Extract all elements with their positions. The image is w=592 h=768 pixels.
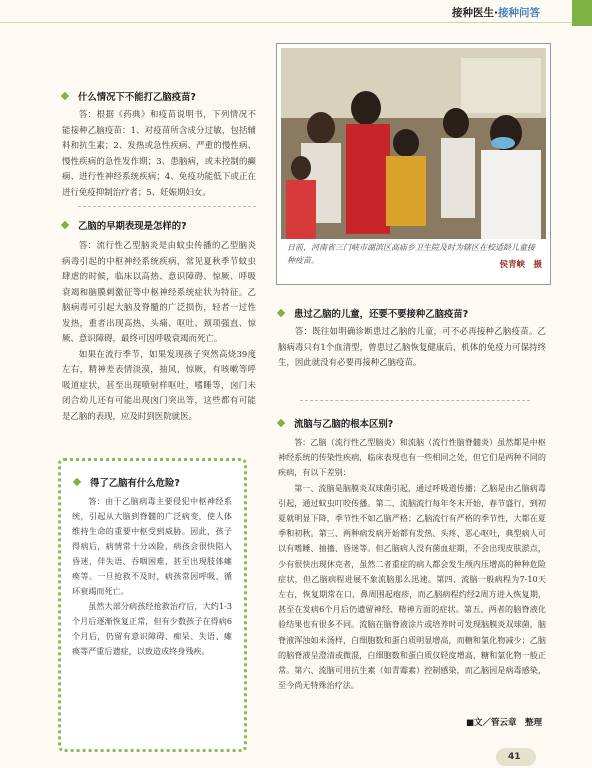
answer-paragraph: 答：根据《药典》和疫苗说明书，下列情况不能接种乙脑疫苗：1、对疫苗所含成分过敏，包括辅料和抗生素；2、发热或急性疾病、严重的慢性病、慢性疾病的急性发作期；3、患脑病，或未控制的癫痫、进行性神经系统疾病；4、免疫功能低下或正在进行免疫抑制治疗者；5、妊娠期妇女。	[62, 109, 256, 197]
diamond-bullet-icon	[61, 92, 69, 100]
answer-paragraph: 答：乙脑（流行性乙型脑炎）和流脑（流行性脑脊髓炎）虽然都是中枢神经系统的传染性疾病，临床表现也有一些相同之处，但它们是两种不同的疾病，有以下差别：	[278, 437, 546, 478]
divider	[300, 400, 530, 401]
question-title: 乙脑的早期表现是怎样的?	[62, 218, 187, 232]
diamond-bullet-icon	[73, 478, 81, 486]
answer-paragraph: 虽然大部分病孩经抢救治疗后，大约1-3个月后逐渐恢复正常，但有少数孩子在得病6个月后，仍留有意识障碍、痴呆、失语、瘫痪等严重后遗症，以致造成终身残疾。	[72, 601, 232, 656]
diamond-bullet-icon	[277, 309, 285, 317]
answer-paragraph: 第一、流脑是脑膜炎双球菌引起，通过呼吸道传播；乙脑是由乙脑病毒引起，通过蚊虫叮咬传播。第二、流脑流行每年冬末开始，春节盛行，到初夏就明显下降，季节性不如乙脑严格；乙脑流行有严格的季节性，大都在夏季和初秋。第三、两种病发病开始都有发热、头疼、恶心呕吐，典型病人可以有嗜睡、抽搐、昏迷等。但乙脑病人没有菌血症期，不会出现皮肤淤点，少有很快出现休克者，虽然二者重症的病人都会发生颅内压增高的种种危险症状，但乙脑病程进展不象流脑那么迅速。第四、流脑一般病程为7-10天左右，恢复期常在口、鼻周围起疱疹，而乙脑病程约经2周方进入恢复期，甚至在发病6个月后仍遗留神经、精神方面的症状。第五、两者的脑脊液化验结果也有很多不同。流脑在脑脊液涂片或培养时可发现脑膜炎双球菌，脑脊液浑浊如米汤样，白细胞数和蛋白质明显增高，而糖和氯化物减少；乙脑的脑脊液呈澄清或微混，白细胞数和蛋白质仅轻度增高，糖和氯化物一般正常。第六、流脑可用抗生素（如青霉素）控制感染，而乙脑因是病毒感染，至今尚无特殊治疗法。	[278, 482, 546, 691]
diamond-bullet-icon	[277, 419, 285, 427]
question-title: 什么情况下不能打乙脑疫苗?	[62, 89, 196, 103]
question-title: 患过乙脑的儿童，还要不要接种乙脑疫苗?	[278, 306, 468, 320]
answer-block	[278, 324, 546, 371]
section-tab	[572, 0, 592, 26]
answer-paragraph: 答：由于乙脑病毒主要侵犯中枢神经系统，引起从大脑到脊髓的广泛病变，使人体维持生命的重要中枢受到威胁。因此，孩子得病后，病情常十分凶险，病孩会很快陷入昏迷，伴失语、吞咽困难，甚至出现肢体瘫痪等。一旦抢救不及时，病孩常因呼吸、循环衰竭而死亡。	[72, 496, 232, 596]
photo-caption: 日前，河南省三门峡市湖滨区高庙乡卫生院及时为辖区在校适龄儿童接种疫苗。	[287, 243, 535, 265]
section-subname: 接种问答	[498, 7, 540, 19]
answer-block	[62, 238, 256, 424]
page-header	[0, 0, 592, 26]
photo-frame	[276, 43, 551, 285]
vaccination-photo	[281, 48, 546, 239]
divider	[78, 206, 256, 207]
answer-paragraph: 答：既往如明确诊断患过乙脑的儿童，可不必再接种乙脑疫苗。乙脑病毒只有1个血清型，曾患过乙脑恢复健康后，机体的免疫力可保持终生，因此就没有必要再接种乙脑疫苗。	[278, 326, 546, 367]
header-rule	[0, 22, 592, 23]
answer-block	[62, 107, 256, 200]
section-label	[452, 5, 540, 20]
photo-credit: 侯青峡 摄	[499, 260, 542, 270]
answer-paragraph: 如果在流行季节，如果发现孩子突然高烧39度左右，精神差表情淡漠，抽风，惊厥，有咳嗽等呼吸道症状，甚至出现喷射样呕吐，嗜睡等，囟门未闭合幼儿还有可能出现囟门突出等，这些都有可能是乙脑的表现，应及时到医院就医。	[62, 348, 256, 421]
answer-block	[278, 435, 546, 693]
section-separator: ·	[494, 7, 498, 19]
question-title: 得了乙脑有什么危险?	[74, 475, 180, 489]
author-signature: ■文／管云章 整理	[465, 718, 542, 728]
page-number: 41	[508, 752, 521, 762]
section-name: 接种医生	[452, 7, 494, 19]
answer-paragraph: 答：流行性乙型脑炎是由蚊虫传播的乙型脑炎病毒引起的中枢神经系统疾病，常见夏秋季节蚊虫肆虐的时候，临床以高热、意识障碍、惊厥、呼吸衰竭和脑膜刺激征等中枢神经系统症状为特征。乙脑病毒可引起大脑及脊髓的广泛损伤，轻者一过性发热，重者出现高热、头痛、呕吐、颈项强直、惊厥、意识障碍，最终可因呼吸衰竭而死亡。	[62, 240, 256, 343]
answer-block	[72, 494, 232, 659]
diamond-bullet-icon	[61, 221, 69, 229]
question-title: 流脑与乙脑的根本区别?	[278, 416, 393, 430]
